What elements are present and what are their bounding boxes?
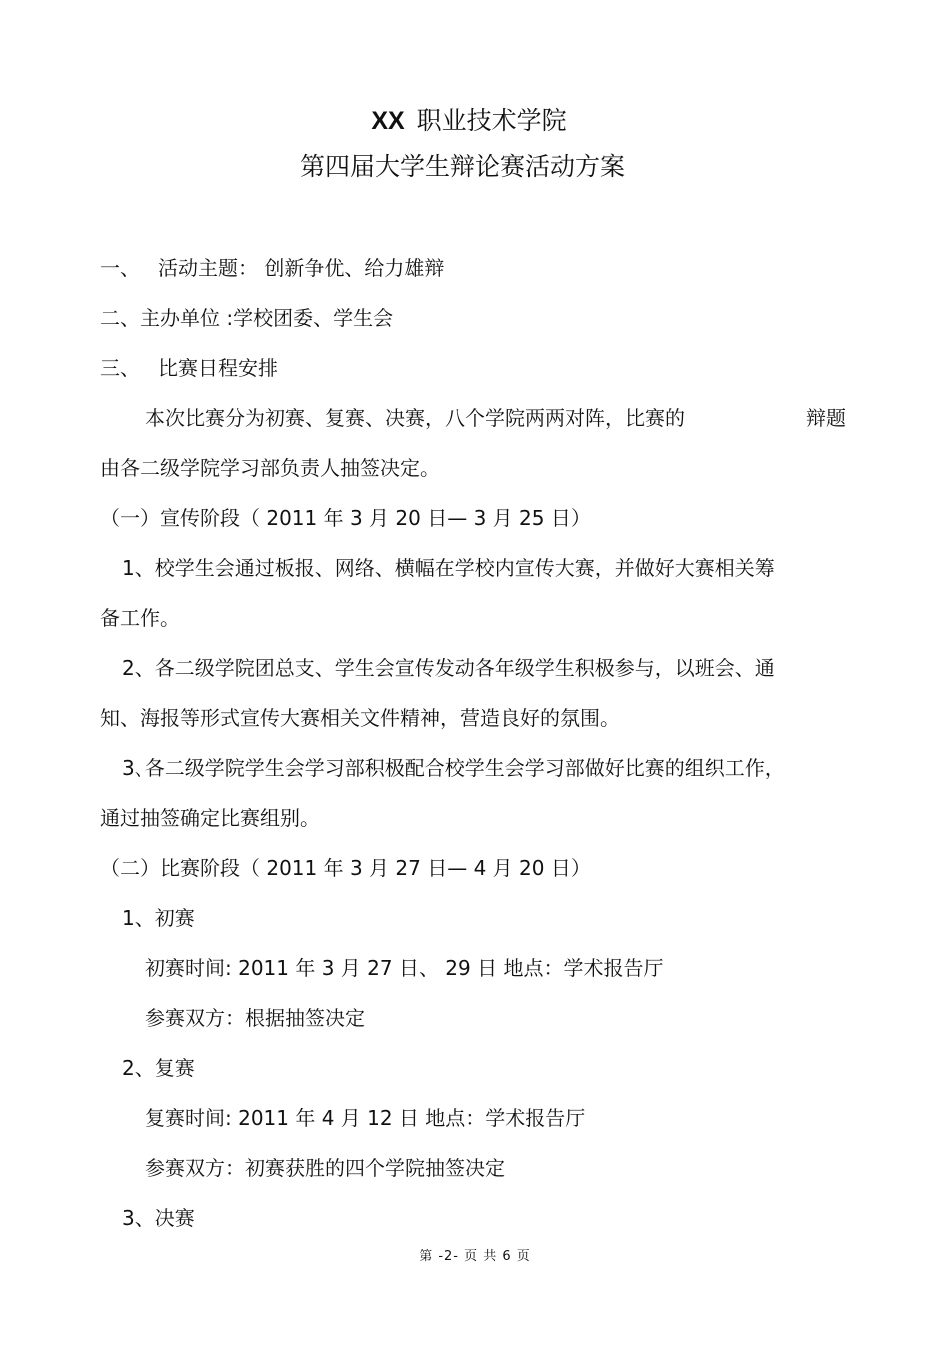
- title-prefix: XX: [371, 107, 405, 135]
- phase-1-item-1-line-2: 备工作。: [100, 606, 180, 630]
- round-2-heading: 2、复赛: [122, 1056, 195, 1080]
- document-subtitle: 第四届大学生辩论赛活动方案: [299, 152, 625, 181]
- round-1-teams: 参赛双方：根据抽签决定: [145, 1006, 365, 1030]
- phase-1-item-1-line-1: 1、校学生会通过板报、网络、横幅在学校内宣传大赛，并做好大赛相关筹: [122, 556, 775, 580]
- phase-1-item-3-line-2: 通过抽签确定比赛组别。: [100, 806, 320, 830]
- section-3-number: 三、: [100, 356, 140, 380]
- section-2-heading: 二、主办单位 :学校团委、学生会: [100, 306, 394, 330]
- round-2-time: 复赛时间: 2011 年 4 月 12 日 地点：学术报告厅: [145, 1106, 586, 1130]
- phase-1-item-2-line-2: 知、海报等形式宣传大赛相关文件精神，营造良好的氛围。: [100, 706, 620, 730]
- section-1-number: 一、: [100, 256, 140, 280]
- intro-paragraph-tail: 辩题: [806, 406, 846, 430]
- round-1-time: 初赛时间: 2011 年 3 月 27 日、 29 日 地点：学术报告厅: [145, 956, 664, 980]
- document-title: [0, 104, 938, 138]
- phase-2-heading: （二）比赛阶段（ 2011 年 3 月 27 日— 4 月 20 日）: [100, 856, 591, 880]
- intro-paragraph-line-2: 由各二级学院学习部负责人抽签决定。: [100, 456, 440, 480]
- round-2-teams: 参赛双方：初赛获胜的四个学院抽签决定: [145, 1156, 505, 1180]
- round-3-heading: 3、决赛: [122, 1206, 195, 1230]
- phase-1-heading: （一）宣传阶段（ 2011 年 3 月 20 日— 3 月 25 日）: [100, 506, 591, 530]
- section-1-text: 活动主题： 创新争优、给力雄辩: [158, 256, 445, 280]
- title-main: 职业技术学院: [416, 106, 567, 135]
- section-1-heading: [100, 254, 444, 282]
- section-3-text: 比赛日程安排: [158, 356, 278, 380]
- page-number-footer: 第 -2- 页 共 6 页: [419, 1249, 531, 1264]
- phase-1-item-2-line-1: 2、各二级学院团总支、学生会宣传发动各年级学生积极参与，以班会、通: [122, 656, 775, 680]
- round-1-heading: 1、初赛: [122, 906, 195, 930]
- intro-paragraph-line-1: 本次比赛分为初赛、复赛、决赛，八个学院两两对阵，比赛的: [145, 406, 685, 430]
- section-3-heading: [100, 354, 278, 382]
- phase-1-item-3-line-1: 3､各二级学院学生会学习部积极配合校学生会学习部做好比赛的组织工作，: [122, 756, 785, 780]
